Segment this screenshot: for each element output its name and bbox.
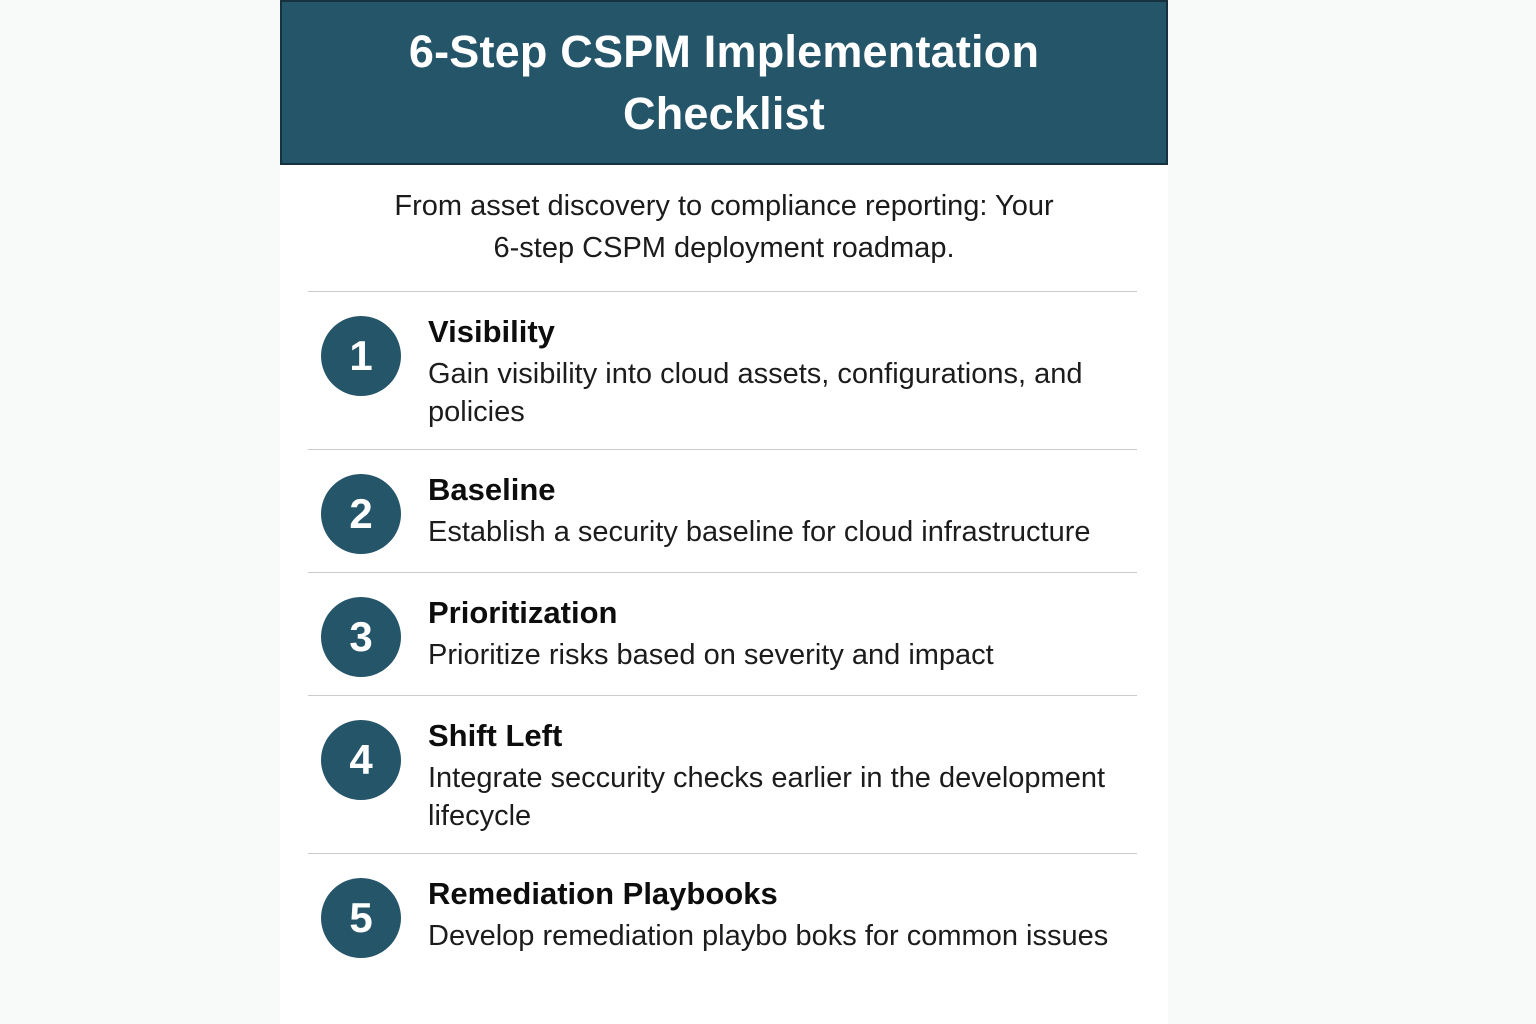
subtitle-text: From asset discovery to compliance reporting: Your 6-step CSPM deployment roadmap. xyxy=(394,190,1054,265)
step-number-badge: 5 xyxy=(321,878,401,958)
step-text-block xyxy=(428,593,994,674)
infographic-card xyxy=(280,0,1168,1024)
page-title: 6-Step CSPM Implementation Checklist xyxy=(408,26,1040,139)
step-description: Prioritize risks based on severity and impact xyxy=(428,638,994,671)
step-description: Integrate seccurity checks earlier in the development lifecycle xyxy=(428,761,1106,833)
title-banner xyxy=(280,0,1168,165)
step-row-shift-left xyxy=(280,696,1168,853)
step-number-badge: 1 xyxy=(321,316,401,396)
step-title: Shift Left xyxy=(428,718,563,754)
step-description: Gain visibility into cloud assets, configurations, and policies xyxy=(428,357,1083,428)
step-title: Visibility xyxy=(428,314,555,350)
step-text-block xyxy=(428,470,1090,551)
step-text-block xyxy=(428,312,1118,431)
step-text-block xyxy=(428,874,1108,955)
step-description: Establish a security baseline for cloud infrastructure xyxy=(428,515,1091,548)
step-title: Remediation Playbooks xyxy=(428,876,778,912)
step-text-block xyxy=(428,716,1118,835)
step-title: Baseline xyxy=(428,472,556,508)
step-description: Develop remediation playbo boks for common issues xyxy=(428,920,1109,953)
subtitle-section xyxy=(280,165,1168,291)
step-number-badge: 4 xyxy=(321,720,401,800)
step-row-prioritization xyxy=(280,573,1168,695)
step-number-badge: 2 xyxy=(321,474,401,554)
step-row-remediation-playbooks xyxy=(280,854,1168,976)
step-row-visibility xyxy=(280,292,1168,449)
step-number-badge: 3 xyxy=(321,597,401,677)
step-title: Prioritization xyxy=(428,595,618,631)
step-row-baseline xyxy=(280,450,1168,572)
